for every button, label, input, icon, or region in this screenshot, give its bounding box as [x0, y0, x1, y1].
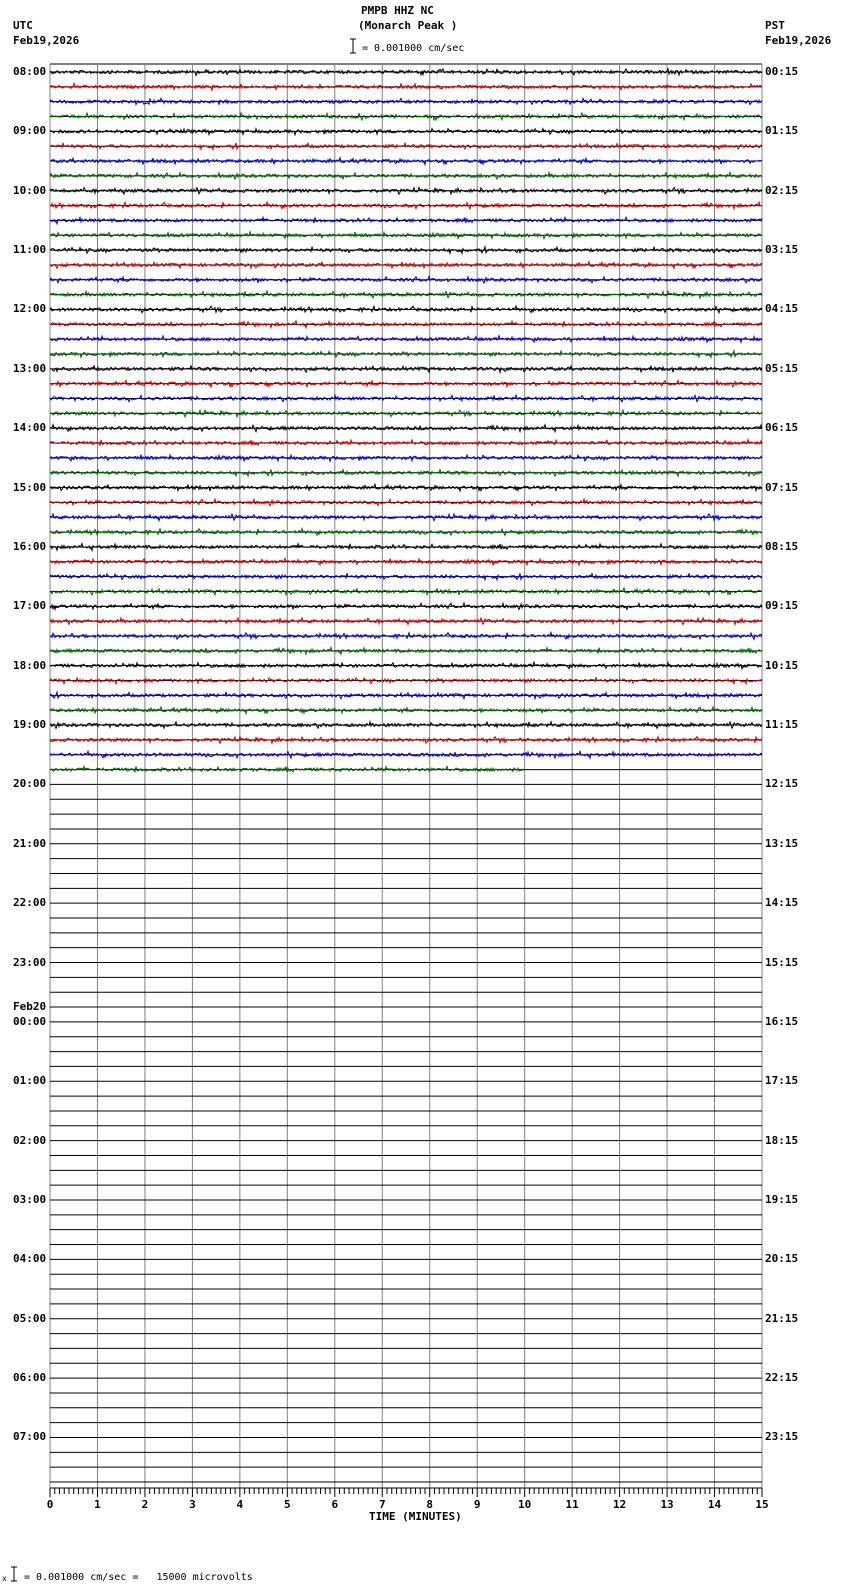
utc-hour-label: 14:00: [13, 421, 47, 435]
scale-label: = 0.001000 cm/sec: [362, 43, 465, 54]
pst-hour-label: 13:15: [765, 836, 799, 850]
x-tick-label: 0: [46, 1498, 54, 1511]
utc-hour-label: 03:00: [13, 1193, 47, 1206]
pst-hour-label: 03:15: [765, 243, 799, 257]
utc-hour-label: 17:00: [13, 599, 47, 613]
x-tick-label: 2: [141, 1498, 149, 1511]
pst-hour-label: 01:15: [765, 124, 799, 138]
utc-hour-label: 02:00: [13, 1133, 47, 1147]
pst-hour-label: 05:15: [765, 361, 799, 375]
utc-hour-label: 07:00: [13, 1430, 47, 1444]
utc-hour-label: 16:00: [13, 539, 47, 553]
utc-hour-label: 09:00: [13, 124, 47, 138]
pst-hour-label: 00:15: [765, 65, 799, 78]
right-timezone: PST: [765, 19, 785, 32]
utc-hour-label: 08:00: [13, 65, 47, 78]
x-tick-label: 6: [331, 1498, 339, 1511]
site-name: (Monarch Peak ): [358, 19, 458, 32]
footer-marker: x: [2, 1574, 7, 1583]
utc-hour-label: 18:00: [13, 658, 47, 672]
utc-hour-label: 06:00: [13, 1371, 47, 1385]
x-tick-label: 7: [378, 1498, 386, 1511]
utc-hour-label: 23:00: [13, 955, 47, 969]
pst-hour-label: 06:15: [765, 421, 799, 435]
pst-hour-label: 22:15: [765, 1371, 799, 1385]
utc-hour-label: 05:00: [13, 1311, 47, 1325]
date-change-label: Feb20: [13, 999, 47, 1013]
x-tick-label: 10: [518, 1498, 532, 1511]
pst-hour-label: 18:15: [765, 1133, 799, 1147]
pst-hour-label: 10:15: [765, 658, 799, 672]
utc-hour-label: 10:00: [13, 183, 47, 197]
pst-hour-label: 02:15: [765, 183, 799, 197]
utc-hour-label: 20:00: [13, 777, 47, 791]
utc-hour-label: 12:00: [13, 302, 47, 316]
left-timezone: UTC: [13, 19, 33, 32]
right-date: Feb19,2026: [765, 34, 832, 47]
x-tick-label: 15: [755, 1498, 769, 1511]
pst-hour-label: 11:15: [765, 718, 799, 732]
x-tick-label: 1: [94, 1498, 101, 1511]
utc-hour-label: 21:00: [13, 836, 47, 850]
utc-hour-label: 01:00: [13, 1074, 47, 1088]
pst-hour-label: 19:15: [765, 1193, 799, 1206]
utc-hour-label: 04:00: [13, 1252, 47, 1266]
x-tick-label: 9: [473, 1498, 481, 1511]
pst-hour-label: 12:15: [765, 777, 799, 791]
x-tick-label: 14: [707, 1498, 722, 1511]
x-tick-label: 13: [660, 1498, 674, 1511]
utc-hour-label: 22:00: [13, 896, 47, 910]
pst-hour-label: 04:15: [765, 302, 799, 316]
utc-hour-label: 15:00: [13, 480, 47, 494]
pst-hour-label: 21:15: [765, 1311, 799, 1325]
pst-hour-label: 08:15: [765, 539, 799, 553]
x-tick-label: 12: [612, 1498, 627, 1511]
pst-hour-label: 17:15: [765, 1074, 799, 1088]
utc-hour-label: 11:00: [13, 243, 47, 257]
pst-hour-label: 07:15: [765, 480, 799, 494]
footer-scale-bar-icon: [9, 1566, 19, 1582]
pst-hour-label: 15:15: [765, 955, 799, 969]
x-tick-label: 5: [284, 1498, 291, 1511]
footer-scale-label: = 0.001000 cm/sec = 15000 microvolts: [24, 1572, 253, 1583]
x-tick-label: 4: [236, 1498, 244, 1511]
x-tick-label: 3: [189, 1498, 196, 1511]
pst-hour-label: 23:15: [765, 1430, 799, 1444]
utc-hour-label: 13:00: [13, 361, 47, 375]
pst-hour-label: 14:15: [765, 896, 799, 910]
utc-hour-label: 00:00: [13, 1014, 47, 1028]
pst-hour-label: 09:15: [765, 599, 799, 613]
x-tick-label: 8: [426, 1498, 434, 1511]
station-title: PMPB HHZ NC: [361, 4, 434, 17]
utc-hour-label: 19:00: [13, 718, 47, 732]
left-date: Feb19,2026: [13, 34, 80, 47]
x-tick-label: 11: [565, 1498, 579, 1511]
x-axis-label: TIME (MINUTES): [369, 1510, 462, 1523]
pst-hour-label: 16:15: [765, 1014, 799, 1028]
pst-hour-label: 20:15: [765, 1252, 799, 1266]
